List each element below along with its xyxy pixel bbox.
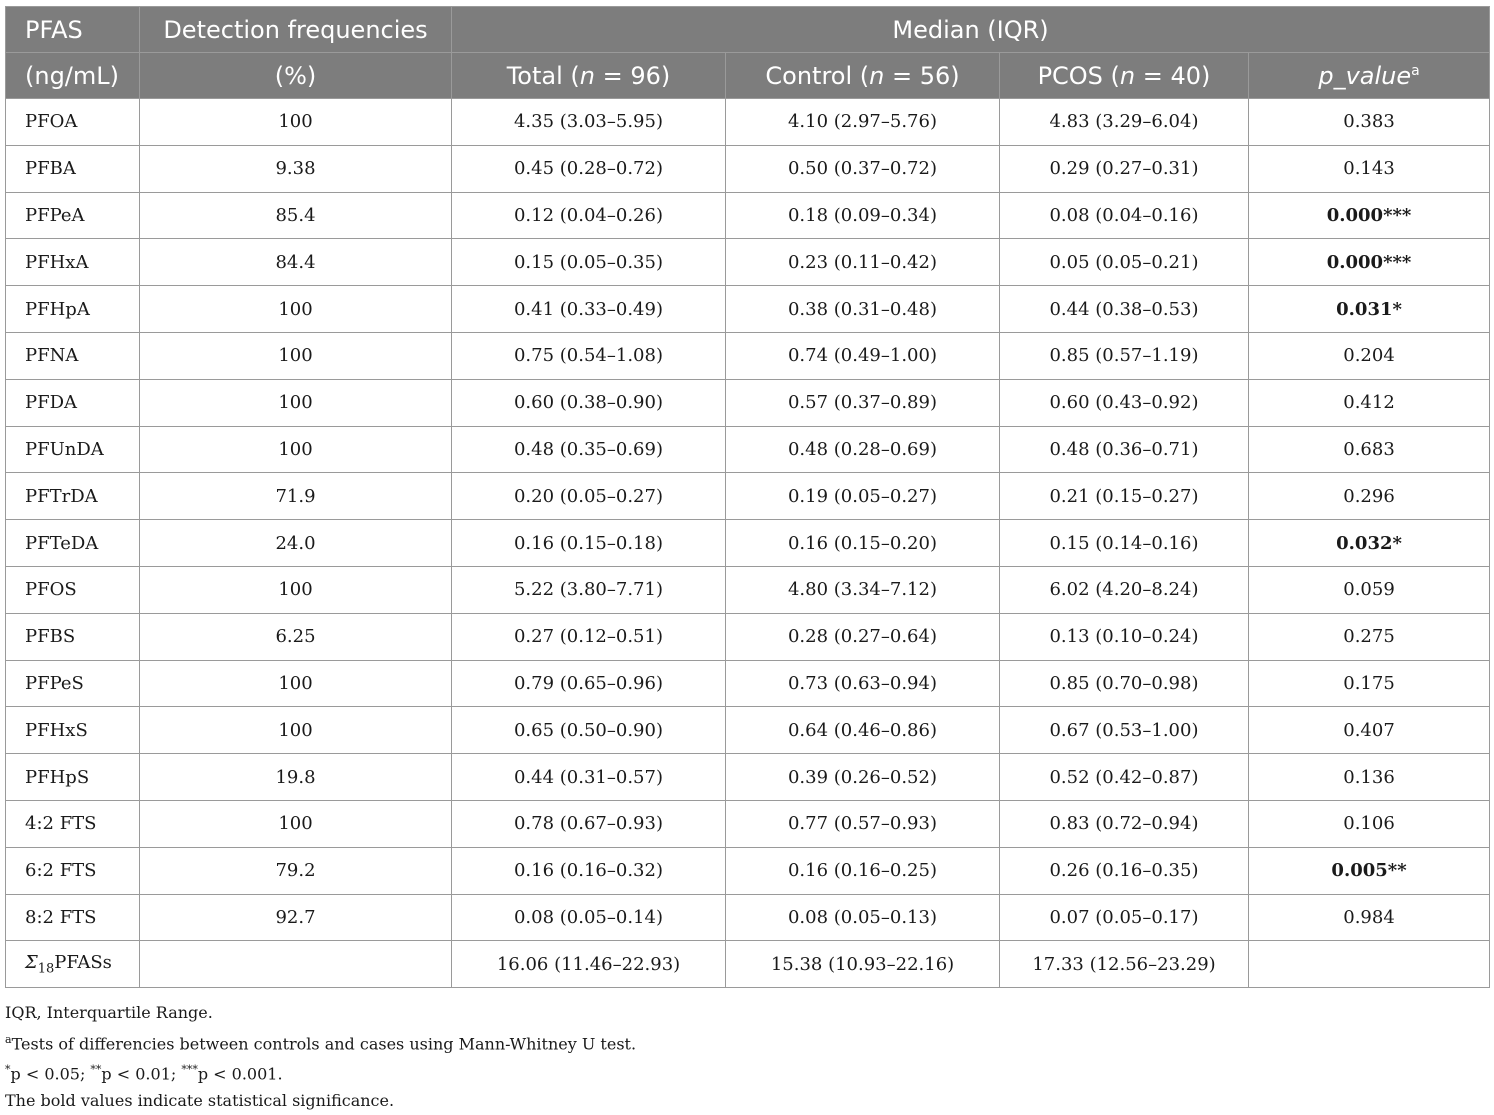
- pfas-name: PFHpA: [6, 286, 140, 333]
- total-median: 0.08 (0.05–0.14): [452, 894, 726, 941]
- header-p-value: [1249, 53, 1490, 99]
- control-median: 0.73 (0.63–0.94): [726, 660, 1000, 707]
- header-control-value: = 56): [884, 61, 960, 90]
- detection-frequency: 100: [140, 379, 452, 426]
- header-pfas: PFAS: [6, 7, 140, 53]
- p-value: 0.032*: [1249, 520, 1490, 567]
- total-median: 0.41 (0.33–0.49): [452, 286, 726, 333]
- control-median: 0.38 (0.31–0.48): [726, 286, 1000, 333]
- header-total-value: = 96): [594, 61, 671, 90]
- detection-frequency: 100: [140, 566, 452, 613]
- sigma-symbol: Σ: [25, 951, 38, 973]
- control-median: 0.08 (0.05–0.13): [726, 894, 1000, 941]
- pfas-name: PFTeDA: [6, 520, 140, 567]
- p-value: 0.000***: [1249, 192, 1490, 239]
- table-footnotes: [5, 1000, 636, 1115]
- sum-detection-frequency: [140, 941, 452, 988]
- footnote-test-text: Tests of differencies between controls and cases using Mann-Whitney U test.: [11, 1033, 637, 1053]
- pcos-median: 0.52 (0.42–0.87): [1000, 754, 1249, 801]
- detection-frequency: 6.25: [140, 613, 452, 660]
- detection-frequency: 9.38: [140, 145, 452, 192]
- pcos-median: 0.21 (0.15–0.27): [1000, 473, 1249, 520]
- total-median: 0.15 (0.05–0.35): [452, 239, 726, 286]
- pfas-name: PFOA: [6, 99, 140, 146]
- detection-frequency: 100: [140, 426, 452, 473]
- pcos-median: 0.83 (0.72–0.94): [1000, 800, 1249, 847]
- pcos-median: 0.08 (0.04–0.16): [1000, 192, 1249, 239]
- control-median: 0.23 (0.11–0.42): [726, 239, 1000, 286]
- pcos-median: 4.83 (3.29–6.04): [1000, 99, 1249, 146]
- p-value: 0.031*: [1249, 286, 1490, 333]
- table-row: [6, 379, 1490, 426]
- total-median: 0.48 (0.35–0.69): [452, 426, 726, 473]
- total-median: 0.78 (0.67–0.93): [452, 800, 726, 847]
- pcos-median: 0.13 (0.10–0.24): [1000, 613, 1249, 660]
- header-control-n: n: [869, 61, 885, 90]
- footnote-sup-1: *: [5, 1063, 11, 1077]
- pcos-median: 0.48 (0.36–0.71): [1000, 426, 1249, 473]
- table-row: [6, 847, 1490, 894]
- sum-control-median: 15.38 (10.93–22.16): [726, 941, 1000, 988]
- p-value: 0.000***: [1249, 239, 1490, 286]
- detection-frequency: 79.2: [140, 847, 452, 894]
- table-body: [6, 99, 1490, 988]
- p-value: 0.175: [1249, 660, 1490, 707]
- pcos-median: 0.26 (0.16–0.35): [1000, 847, 1249, 894]
- control-median: 0.77 (0.57–0.93): [726, 800, 1000, 847]
- control-median: 4.80 (3.34–7.12): [726, 566, 1000, 613]
- header-control-label: Control (: [765, 61, 870, 90]
- header-median-iqr: Median (IQR): [452, 7, 1490, 53]
- total-median: 0.20 (0.05–0.27): [452, 473, 726, 520]
- p-value: 0.407: [1249, 707, 1490, 754]
- total-median: 0.65 (0.50–0.90): [452, 707, 726, 754]
- footnote-bold-values: The bold values indicate statistical significance.: [5, 1091, 395, 1111]
- header-pcos: [1000, 53, 1249, 99]
- footnote-level-1: p < 0.05;: [10, 1064, 91, 1084]
- header-control: [726, 53, 1000, 99]
- header-total-n: n: [579, 61, 595, 90]
- pfas-name: PFPeA: [6, 192, 140, 239]
- total-median: 0.79 (0.65–0.96): [452, 660, 726, 707]
- p-value: 0.984: [1249, 894, 1490, 941]
- header-detection-frequencies: Detection frequencies: [140, 7, 452, 53]
- pfas-name: PFHpS: [6, 754, 140, 801]
- detection-frequency: 71.9: [140, 473, 452, 520]
- table-row: [6, 660, 1490, 707]
- pfas-name: 6:2 FTS: [6, 847, 140, 894]
- footnote-iqr: IQR, Interquartile Range.: [5, 1003, 213, 1022]
- table-row: [6, 286, 1490, 333]
- footnote-test: [5, 1027, 636, 1058]
- header-units: (ng/mL): [6, 53, 140, 99]
- total-median: 4.35 (3.03–5.95): [452, 99, 726, 146]
- control-median: 0.16 (0.16–0.25): [726, 847, 1000, 894]
- footnote-significance-levels: [5, 1057, 636, 1088]
- total-median: 0.27 (0.12–0.51): [452, 613, 726, 660]
- table-row: [6, 800, 1490, 847]
- control-median: 0.57 (0.37–0.89): [726, 379, 1000, 426]
- sum-total-median: 16.06 (11.46–22.93): [452, 941, 726, 988]
- detection-frequency: 24.0: [140, 520, 452, 567]
- pcos-median: 0.44 (0.38–0.53): [1000, 286, 1249, 333]
- control-median: 0.50 (0.37–0.72): [726, 145, 1000, 192]
- p-value: 0.136: [1249, 754, 1490, 801]
- control-median: 0.64 (0.46–0.86): [726, 707, 1000, 754]
- header-percent: (%): [140, 53, 452, 99]
- pcos-median: 0.85 (0.70–0.98): [1000, 660, 1249, 707]
- table-header: [6, 7, 1490, 99]
- sum-p-value: [1249, 941, 1490, 988]
- table-container: [5, 6, 1489, 988]
- pfas-name: PFDA: [6, 379, 140, 426]
- pfas-name: 8:2 FTS: [6, 894, 140, 941]
- pfas-name: PFOS: [6, 566, 140, 613]
- total-median: 0.16 (0.15–0.18): [452, 520, 726, 567]
- detection-frequency: 85.4: [140, 192, 452, 239]
- p-value: 0.296: [1249, 473, 1490, 520]
- header-pcos-value: = 40): [1135, 61, 1211, 90]
- control-median: 0.74 (0.49–1.00): [726, 332, 1000, 379]
- table-row: [6, 239, 1490, 286]
- header-pcos-label: PCOS (: [1037, 61, 1120, 90]
- p-value: 0.275: [1249, 613, 1490, 660]
- detection-frequency: 100: [140, 286, 452, 333]
- pfas-name: PFBS: [6, 613, 140, 660]
- table-row: [6, 332, 1490, 379]
- detection-frequency: 100: [140, 660, 452, 707]
- footnote-level-3: p < 0.001.: [197, 1064, 283, 1084]
- p-value: 0.412: [1249, 379, 1490, 426]
- pfas-name: PFTrDA: [6, 473, 140, 520]
- footnote-sup-3: ***: [181, 1063, 198, 1077]
- table-row: [6, 707, 1490, 754]
- header-total: [452, 53, 726, 99]
- table-row: [6, 473, 1490, 520]
- pcos-median: 6.02 (4.20–8.24): [1000, 566, 1249, 613]
- detection-frequency: 100: [140, 99, 452, 146]
- pfas-name: PFHxS: [6, 707, 140, 754]
- footnote-test-sup: a: [5, 1032, 12, 1046]
- total-median: 0.12 (0.04–0.26): [452, 192, 726, 239]
- pcos-median: 0.29 (0.27–0.31): [1000, 145, 1249, 192]
- p-value: 0.059: [1249, 566, 1490, 613]
- pfas-name: PFNA: [6, 332, 140, 379]
- pfas-name: PFUnDA: [6, 426, 140, 473]
- table-row: [6, 754, 1490, 801]
- pcos-median: 0.60 (0.43–0.92): [1000, 379, 1249, 426]
- table-row: [6, 566, 1490, 613]
- p-value: 0.005**: [1249, 847, 1490, 894]
- pcos-median: 0.85 (0.57–1.19): [1000, 332, 1249, 379]
- detection-frequency: 84.4: [140, 239, 452, 286]
- control-median: 4.10 (2.97–5.76): [726, 99, 1000, 146]
- control-median: 0.48 (0.28–0.69): [726, 426, 1000, 473]
- p-value: 0.383: [1249, 99, 1490, 146]
- p-value: 0.106: [1249, 800, 1490, 847]
- pfas-name: PFBA: [6, 145, 140, 192]
- table-row: [6, 426, 1490, 473]
- p-value: 0.143: [1249, 145, 1490, 192]
- detection-frequency: 19.8: [140, 754, 452, 801]
- header-total-label: Total (: [506, 61, 580, 90]
- table-row: [6, 99, 1490, 146]
- detection-frequency: 100: [140, 332, 452, 379]
- footnote-sup-2: **: [90, 1063, 102, 1077]
- detection-frequency: 100: [140, 800, 452, 847]
- p-value: 0.204: [1249, 332, 1490, 379]
- pcos-median: 0.67 (0.53–1.00): [1000, 707, 1249, 754]
- table-row: [6, 145, 1490, 192]
- total-median: 0.75 (0.54–1.08): [452, 332, 726, 379]
- sum-row: [6, 941, 1490, 988]
- pfas-name: PFHxA: [6, 239, 140, 286]
- detection-frequency: 100: [140, 707, 452, 754]
- pfas-name: 4:2 FTS: [6, 800, 140, 847]
- sum-pfas-name: [6, 941, 140, 988]
- sigma-subscript: 18: [37, 961, 55, 977]
- control-median: 0.16 (0.15–0.20): [726, 520, 1000, 567]
- header-p-value-sup: a: [1411, 62, 1420, 79]
- total-median: 0.45 (0.28–0.72): [452, 145, 726, 192]
- pcos-median: 0.05 (0.05–0.21): [1000, 239, 1249, 286]
- total-median: 5.22 (3.80–7.71): [452, 566, 726, 613]
- pcos-median: 0.15 (0.14–0.16): [1000, 520, 1249, 567]
- pfas-table: [5, 6, 1490, 988]
- pcos-median: 0.07 (0.05–0.17): [1000, 894, 1249, 941]
- table-row: [6, 613, 1490, 660]
- control-median: 0.39 (0.26–0.52): [726, 754, 1000, 801]
- control-median: 0.18 (0.09–0.34): [726, 192, 1000, 239]
- total-median: 0.16 (0.16–0.32): [452, 847, 726, 894]
- control-median: 0.19 (0.05–0.27): [726, 473, 1000, 520]
- sum-label: PFASs: [54, 951, 112, 973]
- header-p-value-label: p_value: [1318, 61, 1412, 90]
- table-row: [6, 192, 1490, 239]
- footnote-level-2: p < 0.01;: [101, 1064, 182, 1084]
- sum-pcos-median: 17.33 (12.56–23.29): [1000, 941, 1249, 988]
- pfas-name: PFPeS: [6, 660, 140, 707]
- total-median: 0.44 (0.31–0.57): [452, 754, 726, 801]
- control-median: 0.28 (0.27–0.64): [726, 613, 1000, 660]
- table-row: [6, 894, 1490, 941]
- table-row: [6, 520, 1490, 567]
- detection-frequency: 92.7: [140, 894, 452, 941]
- header-pcos-n: n: [1119, 61, 1136, 90]
- p-value: 0.683: [1249, 426, 1490, 473]
- total-median: 0.60 (0.38–0.90): [452, 379, 726, 426]
